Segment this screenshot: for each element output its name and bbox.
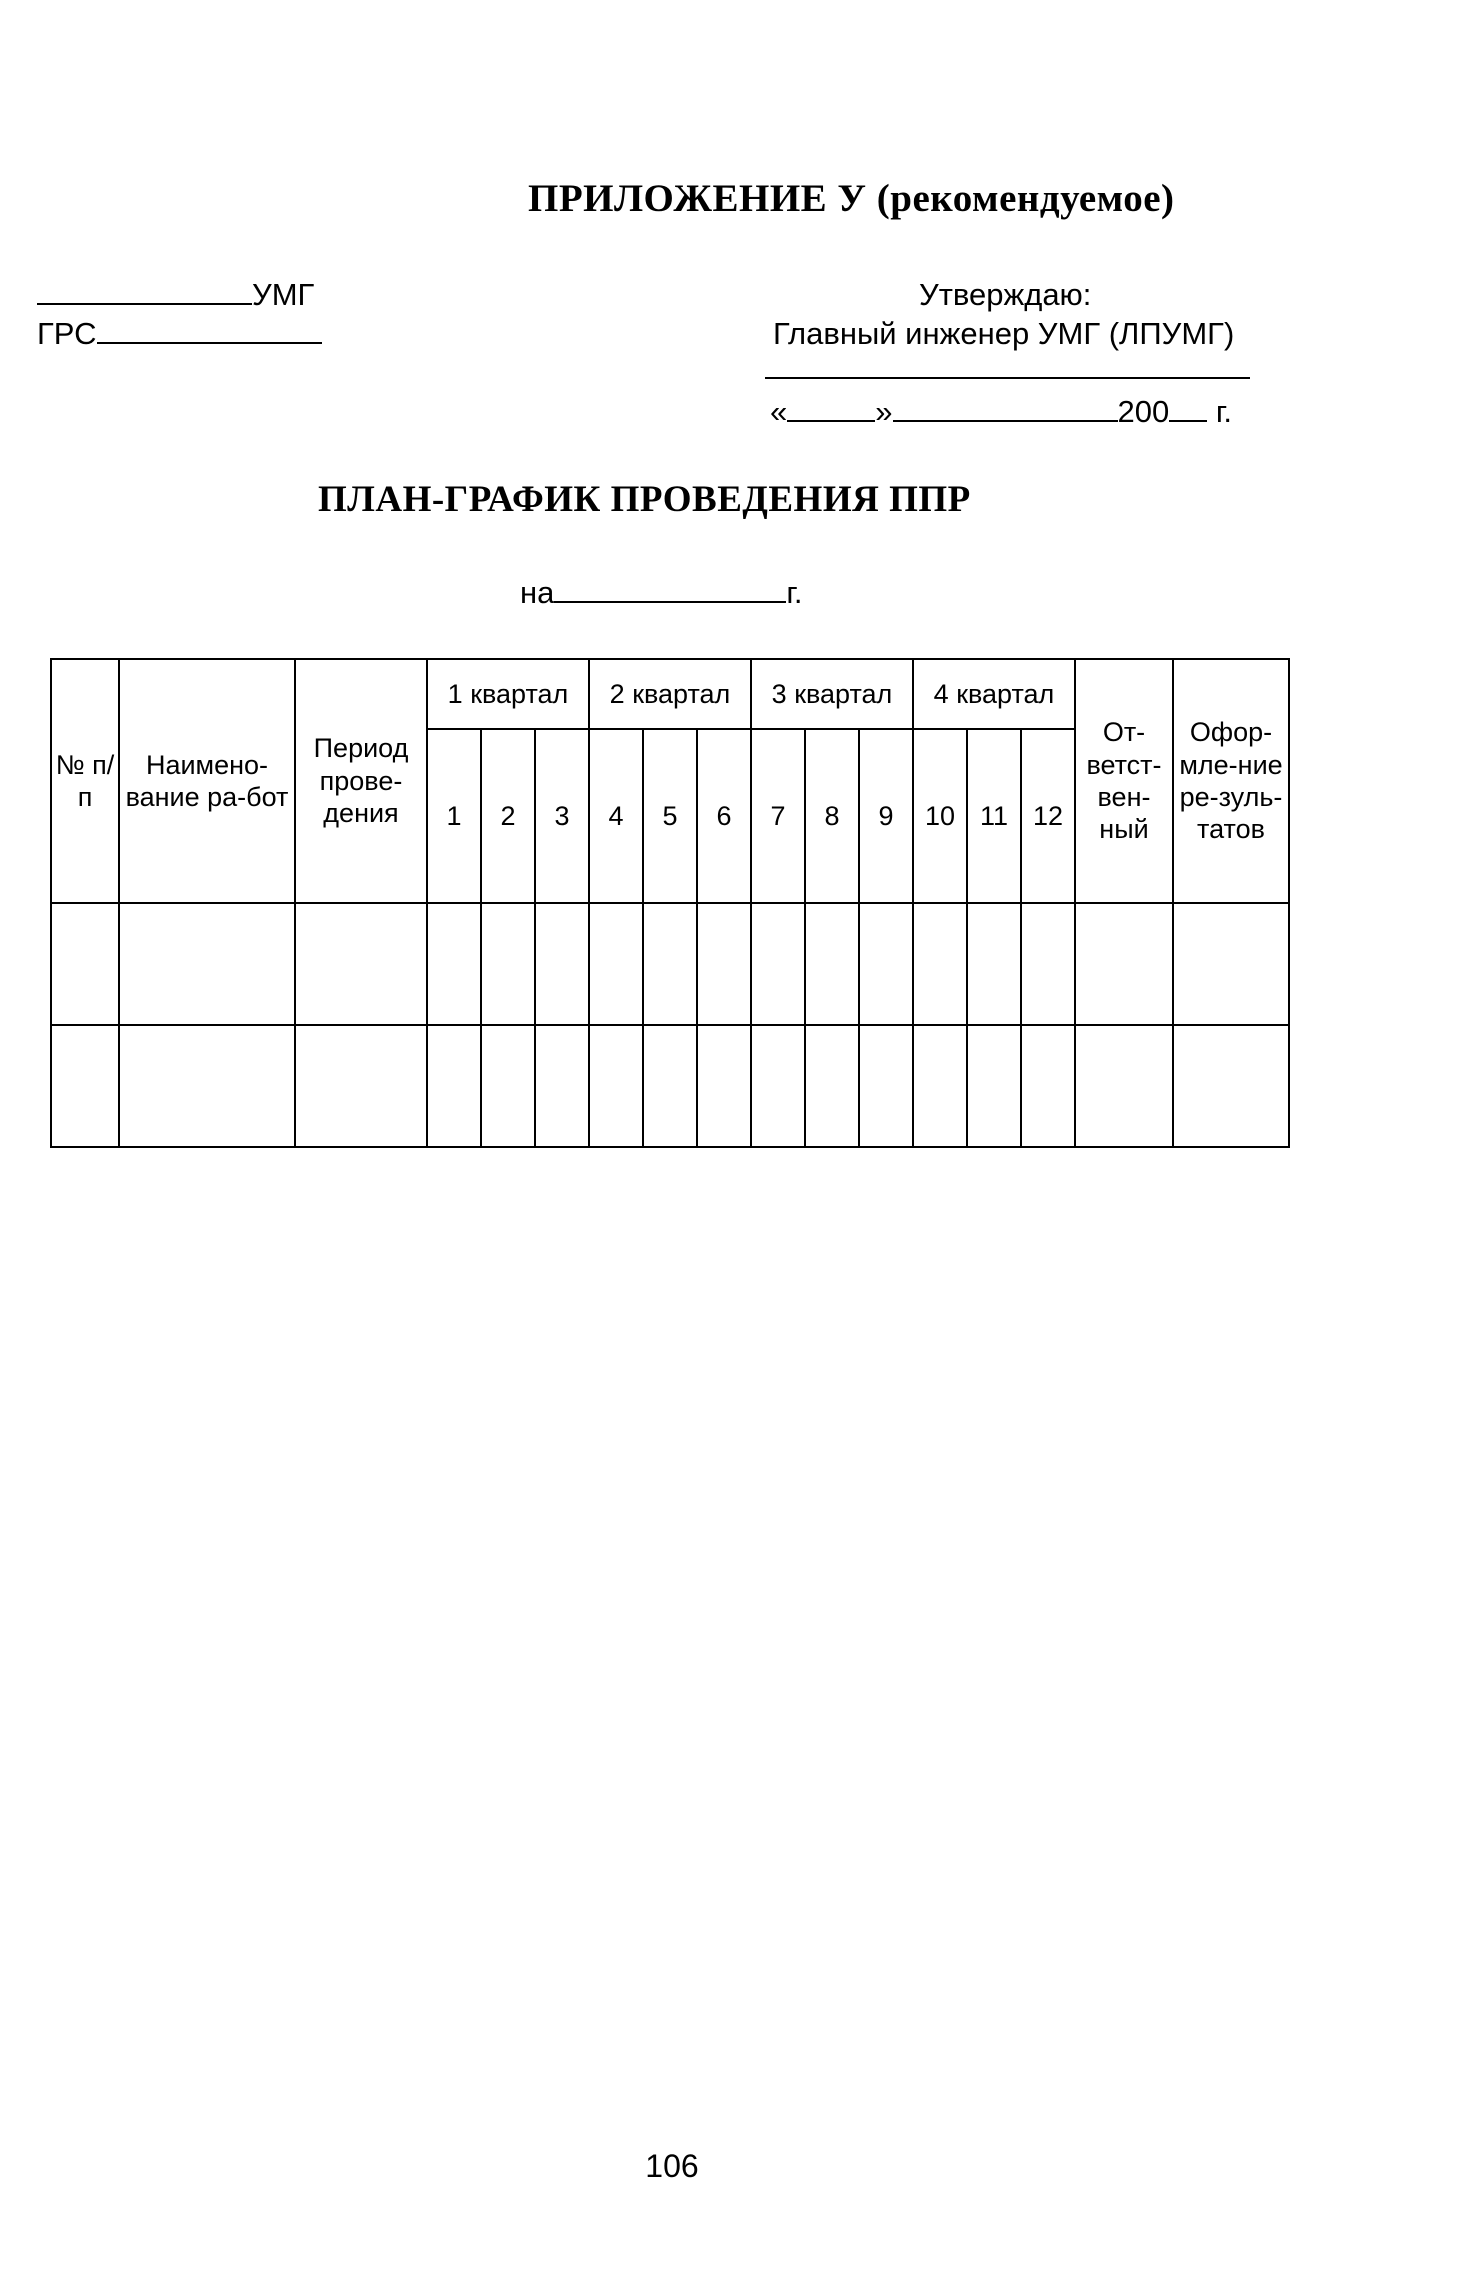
month-header: 8 <box>805 729 859 903</box>
table-cell <box>1021 1025 1075 1147</box>
table-cell <box>119 1025 295 1147</box>
month-header: 6 <box>697 729 751 903</box>
month-header: 4 <box>589 729 643 903</box>
table-cell <box>1021 903 1075 1025</box>
page-number: 106 <box>645 2148 699 2184</box>
approve-label: Утверждаю: <box>919 277 1092 312</box>
quarter-2-header: 2 квартал <box>589 659 751 729</box>
signature-line <box>765 377 1250 379</box>
col-period-header: Период прове-дения <box>295 659 427 903</box>
table-cell <box>51 1025 119 1147</box>
month-header: 7 <box>751 729 805 903</box>
header-row-quarters <box>51 659 1289 729</box>
table-cell <box>589 903 643 1025</box>
table-cell <box>751 1025 805 1147</box>
table-cell <box>295 1025 427 1147</box>
approval-date <box>770 394 1232 430</box>
plan-year-prefix: на <box>520 575 555 610</box>
umg-label: УМГ <box>252 277 315 312</box>
table-cell <box>643 903 697 1025</box>
table-cell <box>1075 903 1173 1025</box>
month-header: 5 <box>643 729 697 903</box>
table-cell <box>805 1025 859 1147</box>
approver-position: Главный инженер УМГ (ЛПУМГ) <box>773 316 1235 351</box>
table-cell <box>481 903 535 1025</box>
umg-field <box>37 277 314 313</box>
umg-blank-line <box>37 302 252 305</box>
plan-year <box>520 575 803 611</box>
table-cell <box>481 1025 535 1147</box>
table-cell <box>913 903 967 1025</box>
plan-title: ПЛАН-ГРАФИК ПРОВЕДЕНИЯ ППР <box>318 479 971 520</box>
plan-year-suffix: г. <box>786 575 803 610</box>
table-cell <box>697 903 751 1025</box>
date-open-quote: « <box>770 394 788 429</box>
table-cell <box>859 1025 913 1147</box>
table-cell <box>913 1025 967 1147</box>
month-header: 9 <box>859 729 913 903</box>
plan-year-blank-line <box>554 600 786 603</box>
table-cell <box>1075 1025 1173 1147</box>
grs-field <box>37 316 322 352</box>
year-suffix: г. <box>1215 394 1232 429</box>
month-header: 3 <box>535 729 589 903</box>
table-cell <box>589 1025 643 1147</box>
grs-label: ГРС <box>37 316 97 351</box>
table-cell <box>1173 903 1289 1025</box>
table-cell <box>805 903 859 1025</box>
table-cell <box>427 1025 481 1147</box>
month-header: 2 <box>481 729 535 903</box>
table-cell <box>697 1025 751 1147</box>
table-cell <box>295 903 427 1025</box>
month-header: 1 <box>427 729 481 903</box>
month-header: 10 <box>913 729 967 903</box>
table-cell <box>643 1025 697 1147</box>
date-close-quote: » <box>875 394 893 429</box>
table-cell <box>535 903 589 1025</box>
col-name-header: Наимено-вание ра-бот <box>119 659 295 903</box>
table-cell <box>51 903 119 1025</box>
table-cell <box>1173 1025 1289 1147</box>
table-cell <box>967 903 1021 1025</box>
month-header: 11 <box>967 729 1021 903</box>
day-blank-line <box>787 419 875 422</box>
year-prefix: 200 <box>1117 394 1170 429</box>
quarter-3-header: 3 квартал <box>751 659 913 729</box>
table-cell <box>535 1025 589 1147</box>
table-cell <box>427 903 481 1025</box>
appendix-title: ПРИЛОЖЕНИЕ У (рекомендуемое) <box>528 177 1175 220</box>
month-header: 12 <box>1021 729 1075 903</box>
col-number-header: № п/п <box>51 659 119 903</box>
quarter-1-header: 1 квартал <box>427 659 589 729</box>
table-cell <box>967 1025 1021 1147</box>
table-row <box>51 903 1289 1025</box>
table-cell <box>119 903 295 1025</box>
year-blank-line <box>1169 419 1207 422</box>
ppr-schedule-table <box>50 658 1290 1148</box>
table-row <box>51 1025 1289 1147</box>
table-cell <box>751 903 805 1025</box>
grs-blank-line <box>97 341 322 344</box>
col-results-header: Офор-мле-ние ре-зуль-татов <box>1173 659 1289 903</box>
quarter-4-header: 4 квартал <box>913 659 1075 729</box>
col-responsible-header: От-ветст-вен-ный <box>1075 659 1173 903</box>
month-blank-line <box>893 419 1118 422</box>
table-cell <box>859 903 913 1025</box>
